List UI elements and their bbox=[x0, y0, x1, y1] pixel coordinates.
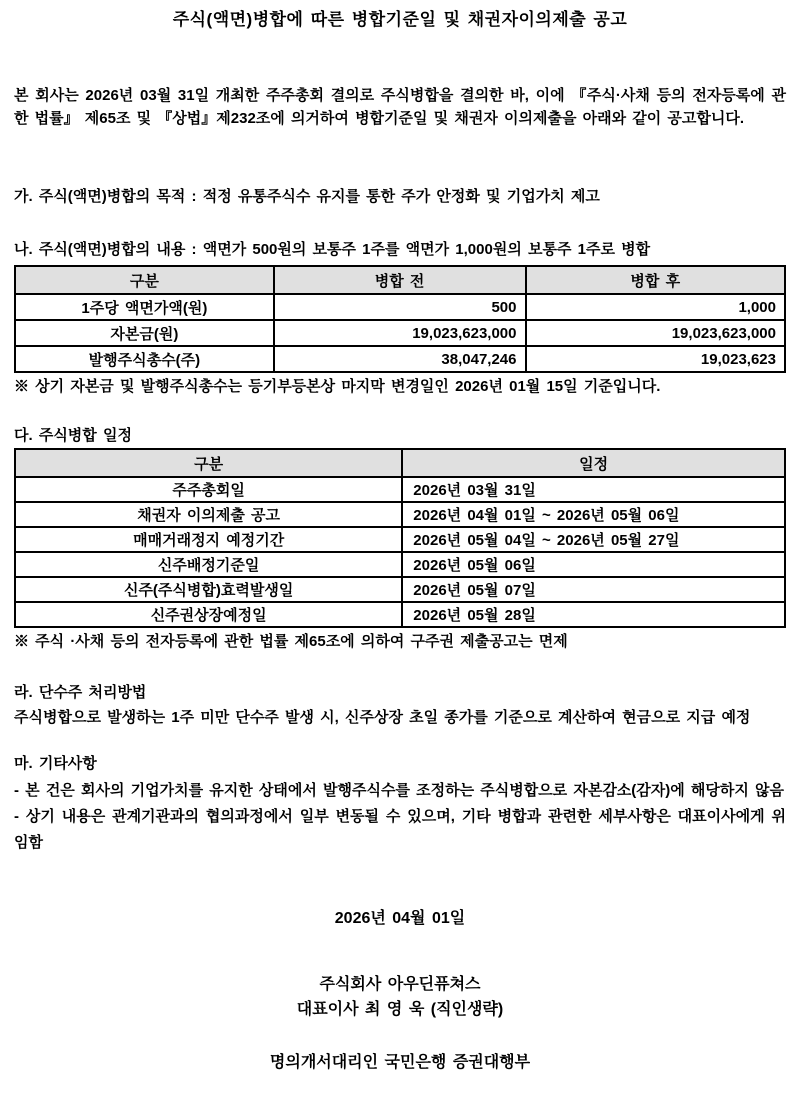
table-cell-after: 19,023,623 bbox=[526, 346, 786, 372]
table-row bbox=[15, 577, 785, 602]
other-item: - 본 건은 회사의 기업가치를 유지한 상태에서 발행주식수를 조정하는 주식병합으로 자본감소(감자)에 해당하지 않음 bbox=[14, 782, 785, 799]
table-cell-label: 매매거래정지 예정기간 bbox=[15, 527, 402, 552]
table-row bbox=[15, 502, 785, 527]
transfer-agent: 명의개서대리인 국민은행 증권대행부 bbox=[269, 1054, 531, 1071]
table-cell-date: 2026년 05월 07일 bbox=[402, 577, 785, 602]
table-cell-date: 2026년 03월 31일 bbox=[402, 477, 785, 502]
table-cell-label: 신주권상장예정일 bbox=[15, 602, 402, 627]
table-cell-before: 38,047,246 bbox=[274, 346, 526, 372]
section-content: 나. 주식(액면)병합의 내용 : 액면가 500원의 보통주 1주를 액면가 1,000원의 보통주 1주로 병합 bbox=[14, 241, 651, 258]
table-row bbox=[15, 320, 785, 346]
other-item: - 상기 내용은 관계기관과의 협의과정에서 일부 변동될 수 있으며, 기타 병합과 관련한 세부사항은 대표이사에게 위임함 bbox=[14, 808, 786, 851]
merger-summary-table bbox=[14, 265, 786, 373]
table-row bbox=[15, 552, 785, 577]
section-other: 마. 기타사항 bbox=[14, 755, 97, 772]
exemption-note: ※ 주식 ·사채 등의 전자등록에 관한 법률 제65조에 의하여 구주권 제출공고는 면제 bbox=[14, 633, 568, 650]
table-cell-label: 자본금(원) bbox=[15, 320, 274, 346]
table-cell-label: 주주총회일 bbox=[15, 477, 402, 502]
table-cell-date: 2026년 04월 01일 ~ 2026년 05월 06일 bbox=[402, 502, 785, 527]
table-cell-label: 신주배정기준일 bbox=[15, 552, 402, 577]
table-header-row bbox=[15, 266, 785, 294]
ceo-name: 대표이사 최 영 욱 (직인생략) bbox=[296, 1001, 504, 1018]
table-row bbox=[15, 527, 785, 552]
page-title: 주식(액면)병합에 따른 병합기준일 및 채권자이의제출 공고 bbox=[172, 10, 628, 29]
fractional-shares-body: 주식병합으로 발생하는 1주 미만 단수주 발생 시, 신주상장 초일 종가를 기준으로 계산하여 현금으로 지급 예정 bbox=[14, 709, 751, 726]
table-header-cell: 구분 bbox=[15, 449, 402, 477]
table-cell-date: 2026년 05월 04일 ~ 2026년 05월 27일 bbox=[402, 527, 785, 552]
company-name: 주식회사 아우딘퓨쳐스 bbox=[319, 976, 481, 993]
section-schedule: 다. 주식병합 일정 bbox=[14, 427, 132, 444]
table-row bbox=[15, 294, 785, 320]
table-cell-label: 1주당 액면가액(원) bbox=[15, 294, 274, 320]
section-fractional-shares: 라. 단수주 처리방법 bbox=[14, 684, 147, 701]
table-cell-label: 채권자 이의제출 공고 bbox=[15, 502, 402, 527]
table-row bbox=[15, 602, 785, 627]
intro-paragraph: 본 회사는 2026년 03월 31일 개최한 주주총회 결의로 주식병합을 결의한 바, 이에 『주식·사채 등의 전자등록에 관한 법률』 제65조 및 『상법』제232조에 의거하여 병합기준일 및 채권자 이의제출을 아래와 같이 공고합니다. bbox=[14, 87, 786, 127]
table-cell-after: 19,023,623,000 bbox=[526, 320, 786, 346]
capital-note: ※ 상기 자본금 및 발행주식총수는 등기부등본상 마지막 변경일인 2026년 01월 15일 기준입니다. bbox=[14, 378, 661, 395]
table-header-cell: 구분 bbox=[15, 266, 274, 294]
table-cell-date: 2026년 05월 06일 bbox=[402, 552, 785, 577]
table-cell-label: 신주(주식병합)효력발생일 bbox=[15, 577, 402, 602]
table-row bbox=[15, 346, 785, 372]
table-header-cell: 병합 전 bbox=[274, 266, 526, 294]
section-purpose: 가. 주식(액면)병합의 목적 : 적정 유통주식수 유지를 통한 주가 안정화 및 기업가치 제고 bbox=[14, 188, 600, 205]
table-header-row bbox=[15, 449, 785, 477]
table-header-cell: 일정 bbox=[402, 449, 785, 477]
table-cell-before: 500 bbox=[274, 294, 526, 320]
table-row bbox=[15, 477, 785, 502]
company-signature-block bbox=[14, 972, 786, 1022]
table-cell-date: 2026년 05월 28일 bbox=[402, 602, 785, 627]
schedule-table bbox=[14, 448, 786, 628]
table-cell-after: 1,000 bbox=[526, 294, 786, 320]
table-cell-before: 19,023,623,000 bbox=[274, 320, 526, 346]
table-cell-label: 발행주식총수(주) bbox=[15, 346, 274, 372]
table-header-cell: 병합 후 bbox=[526, 266, 786, 294]
announcement-date: 2026년 04월 01일 bbox=[334, 910, 466, 927]
